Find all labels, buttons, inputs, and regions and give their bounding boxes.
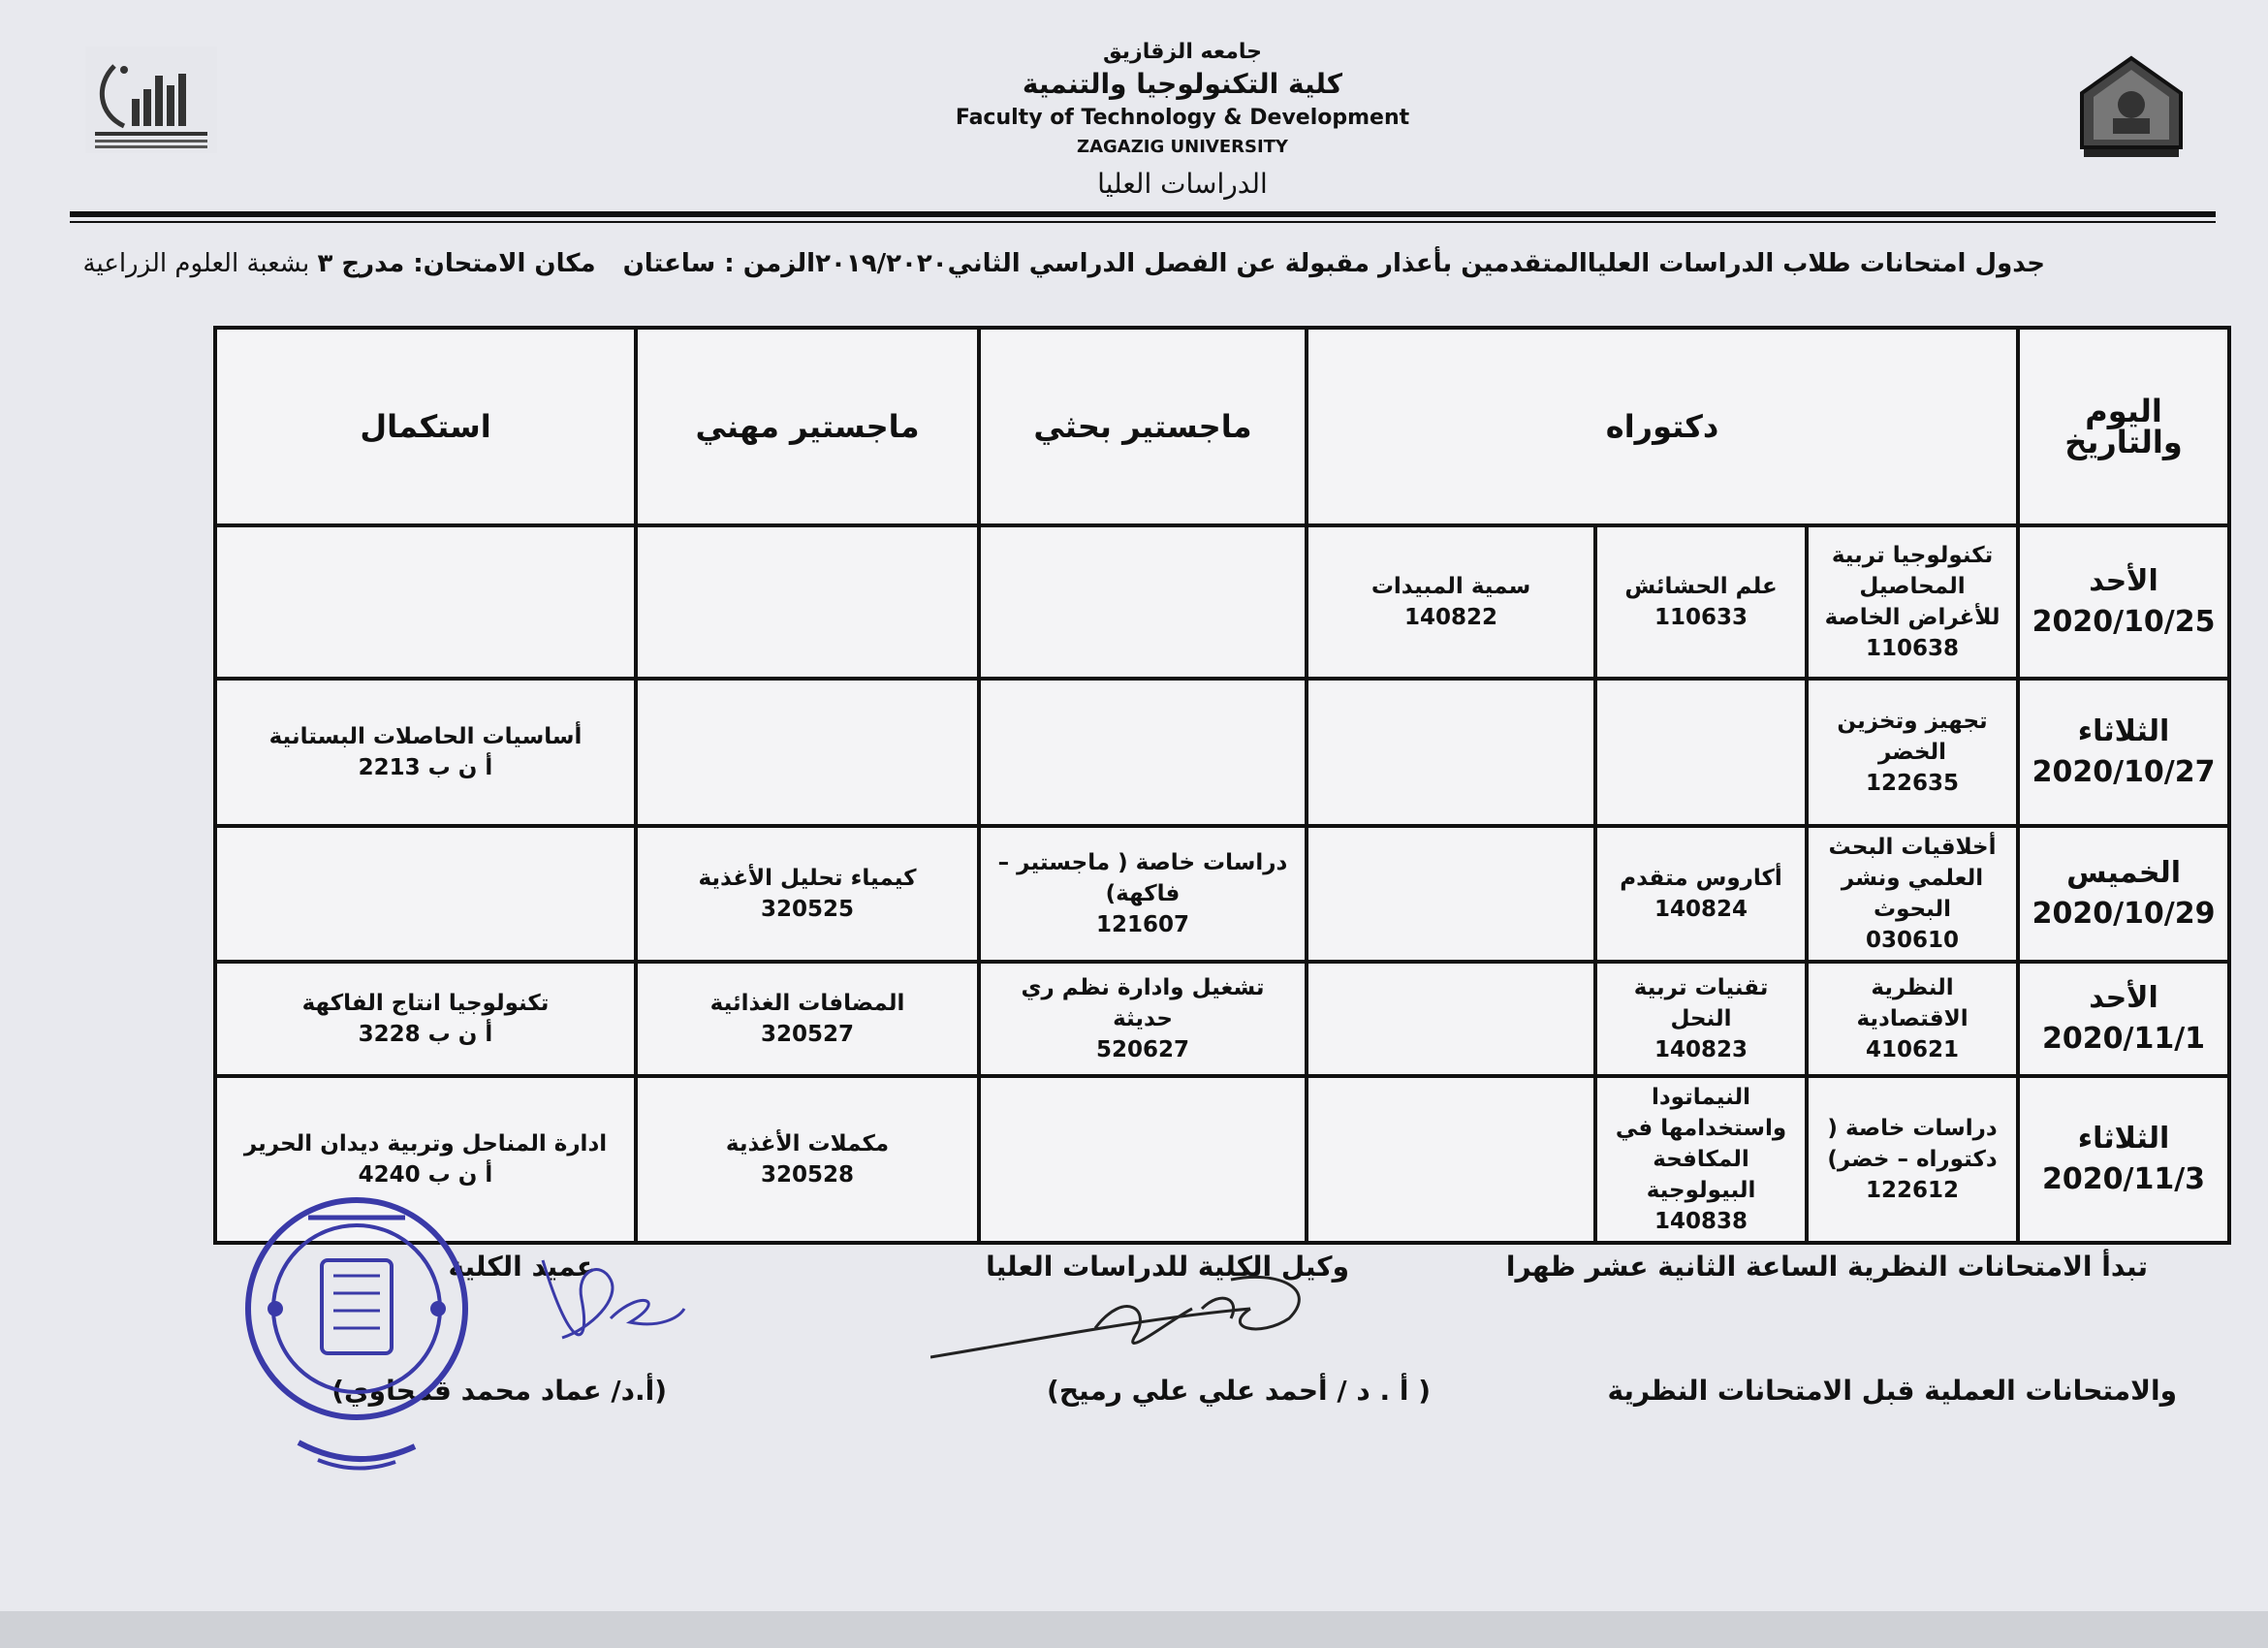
course-code: 122635 <box>1866 771 1960 796</box>
doctorate-course-cell <box>1807 962 2018 1076</box>
research-masters-cell <box>979 1076 1307 1243</box>
exam-date: 2020/10/25 <box>2032 605 2216 639</box>
vice-dean-name: ( أ . د / أحمد علي علي رميح) <box>1047 1375 1431 1407</box>
course-code: 320527 <box>760 1022 855 1047</box>
doctorate-course-cell <box>1307 525 1595 679</box>
research-masters-cell <box>979 679 1307 826</box>
course-code: 320525 <box>760 897 855 922</box>
completion-cell <box>215 525 636 679</box>
header-day-date: اليوم والتاريخ <box>2018 328 2229 525</box>
course-name: علم الحشائش <box>1624 574 1778 599</box>
course-code: 520627 <box>1095 1037 1190 1062</box>
course-name: دراسات خاصة ( دكتوراه – خضر) <box>1827 1116 1998 1172</box>
doctorate-course-cell <box>1307 826 1595 962</box>
course-name: تقنيات تربية النحل <box>1633 975 1769 1031</box>
day-name: الأحد <box>2089 981 2158 1015</box>
day-date-cell <box>2018 679 2229 826</box>
table-row <box>215 525 2229 679</box>
course-code: 320528 <box>760 1162 855 1188</box>
day-date-cell <box>2018 962 2229 1076</box>
signature-icon <box>533 1241 688 1367</box>
university-name-ar: جامعه الزقازيق <box>1102 40 1263 64</box>
doctorate-course-cell <box>1595 962 1807 1076</box>
course-name: المضافات الغذائية <box>709 991 905 1016</box>
course-code: 140824 <box>1654 897 1748 922</box>
completion-cell <box>215 962 636 1076</box>
note-theoretical-start: تبدأ الامتحانات النظرية الساعة الثانية عشر ظهرا <box>1505 1251 2148 1283</box>
course-name: النظرية الاقتصادية <box>1856 975 1969 1031</box>
day-date-cell <box>2018 525 2229 679</box>
day-name: الخميس <box>2066 856 2181 890</box>
exam-schedule-table <box>213 326 2231 1245</box>
course-code: أ ن ب 4240 <box>358 1162 493 1188</box>
faculty-name-en: Faculty of Technology & Development <box>955 106 1410 130</box>
faculty-logo-icon <box>85 47 217 153</box>
doctorate-course-cell <box>1595 525 1807 679</box>
doctorate-course-cell <box>1307 1076 1595 1243</box>
day-date-cell <box>2018 1076 2229 1243</box>
doctorate-course-cell <box>1595 1076 1807 1243</box>
exam-date: 2020/11/1 <box>2042 1022 2206 1056</box>
course-name: سمية المبيدات <box>1370 574 1531 599</box>
doctorate-course-cell <box>1307 962 1595 1076</box>
university-seal-icon <box>2072 54 2190 161</box>
day-name: الأحد <box>2089 564 2158 598</box>
exam-place: مكان الامتحان: مدرج ٣ <box>317 249 596 278</box>
doctorate-course-cell <box>1807 525 2018 679</box>
course-code: 140823 <box>1654 1037 1748 1062</box>
header-divider-thin <box>70 221 2216 223</box>
course-name: دراسات خاصة ( ماجستير – فاكهة) <box>997 850 1288 906</box>
header-doctorate: دكتوراه <box>1307 328 2018 525</box>
course-name: أخلاقيات البحث العلمي ونشر البحوث <box>1828 835 1997 922</box>
course-name: مكملات الأغذية <box>725 1131 890 1157</box>
table-row <box>215 679 2229 826</box>
professional-masters-cell <box>636 679 979 826</box>
university-name-en: ZAGAZIG UNIVERSITY <box>1077 137 1288 157</box>
research-masters-cell <box>979 962 1307 1076</box>
course-name: تكنولوجيا انتاج الفاكهة <box>301 991 550 1016</box>
professional-masters-cell <box>636 525 979 679</box>
letterhead <box>901 39 1464 207</box>
exam-date: 2020/10/27 <box>2032 755 2216 789</box>
course-name: ادارة المناحل وتربية ديدان الحرير <box>243 1131 608 1157</box>
course-code: أ ن ب 2213 <box>358 755 493 780</box>
header-professional-masters: ماجستير مهني <box>636 328 979 525</box>
header-divider-thick <box>70 211 2216 217</box>
course-code: 110638 <box>1866 636 1960 661</box>
schedule-title <box>82 244 2045 283</box>
table-row <box>215 962 2229 1076</box>
course-code: 410621 <box>1866 1037 1960 1062</box>
completion-cell <box>215 679 636 826</box>
course-name: تجهيز وتخزين الخضر <box>1837 709 1988 765</box>
course-name: تكنولوجيا تربية المحاصيل للأغراض الخاصة <box>1824 543 2000 630</box>
branch-name: بشعبة العلوم الزراعية <box>82 249 310 278</box>
note-practical-before: والامتحانات العملية قبل الامتحانات النظرية <box>1607 1375 2177 1407</box>
completion-cell <box>215 826 636 962</box>
title-main: جدول امتحانات طلاب الدراسات العلياالمتقدمين بأعذار مقبولة عن الفصل الدراسي الثاني٢٠١٩/٢٠٢٠الزمن : ساعتان <box>622 249 2045 278</box>
course-code: 110633 <box>1654 605 1748 630</box>
doctorate-course-cell <box>1307 679 1595 826</box>
professional-masters-cell <box>636 962 979 1076</box>
department-name: الدراسات العليا <box>1097 168 1268 200</box>
research-masters-cell <box>979 525 1307 679</box>
course-code: 121607 <box>1095 912 1190 937</box>
day-name: الثلاثاء <box>2077 1122 2170 1156</box>
course-name: تشغيل وادارة نظم ري حديثة <box>1021 975 1265 1031</box>
table-row <box>215 1076 2229 1243</box>
course-name: أساسيات الحاصلات البستانية <box>268 724 583 749</box>
dean-name: (أ.د/ عماد محمد قمحاوي) <box>331 1375 667 1407</box>
course-name: أكاروس متقدم <box>1620 866 1782 891</box>
scan-bottom-edge <box>0 1611 2268 1648</box>
day-name: الثلاثاء <box>2077 714 2170 748</box>
doctorate-course-cell <box>1807 1076 2018 1243</box>
course-code: 140822 <box>1404 605 1498 630</box>
exam-date: 2020/10/29 <box>2032 897 2216 931</box>
faculty-stamp-icon <box>240 1192 473 1483</box>
header-research-masters: ماجستير بحثي <box>979 328 1307 525</box>
signature-icon <box>930 1270 1338 1367</box>
doctorate-course-cell <box>1595 679 1807 826</box>
table-row <box>215 826 2229 962</box>
course-code: 030610 <box>1866 928 1960 953</box>
day-date-cell <box>2018 826 2229 962</box>
table-header-row <box>215 328 2229 525</box>
doctorate-course-cell <box>1595 826 1807 962</box>
professional-masters-cell <box>636 1076 979 1243</box>
course-code: أ ن ب 3228 <box>358 1022 493 1047</box>
doctorate-course-cell <box>1807 826 2018 962</box>
dean-title: عميد الكلية <box>448 1251 595 1283</box>
exam-date: 2020/11/3 <box>2042 1162 2206 1196</box>
doctorate-course-cell <box>1807 679 2018 826</box>
vice-dean-title: وكيل الكلية للدراسات العليا <box>986 1251 1349 1283</box>
faculty-name-ar: كلية التكنولوجيا والتنمية <box>1022 68 1343 100</box>
research-masters-cell <box>979 826 1307 962</box>
course-code: 140838 <box>1654 1209 1748 1234</box>
professional-masters-cell <box>636 826 979 962</box>
course-name: النيماتودا واستخدامها في المكافحة البيولوجية <box>1615 1085 1787 1203</box>
header-completion: استكمال <box>215 328 636 525</box>
course-code: 122612 <box>1866 1178 1960 1203</box>
course-name: كيمياء تحليل الأغذية <box>698 866 917 891</box>
